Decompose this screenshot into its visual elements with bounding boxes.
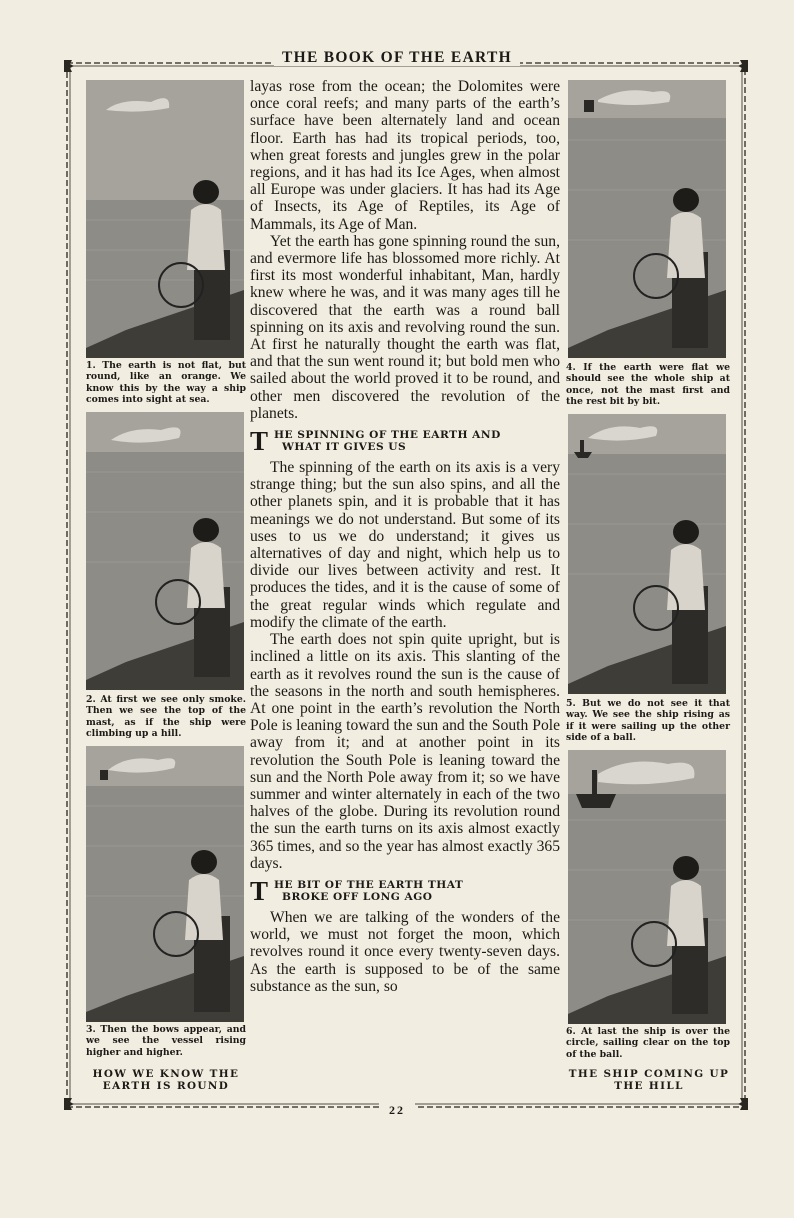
caption-1: 1. The earth is not flat, but round, like an orange. We know this by the way a ship comes into sight at sea.: [86, 360, 246, 406]
drop-cap: T: [250, 875, 269, 906]
heading-line: HE SPINNING OF THE EARTH AND: [274, 429, 501, 442]
heading-line: BROKE OFF LONG AGO: [282, 890, 433, 903]
illustration-2: [86, 412, 244, 690]
page-title: THE BOOK OF THE EARTH: [274, 49, 520, 66]
section-heading: [250, 875, 560, 906]
body-text: [250, 78, 560, 995]
paragraph: The earth does not spin quite upright, but is inclined a little on its axis. This slanting of the earth as it revolves round the sun is the cause of the seasons in the north and south hemispheres. At one point in the earth’s revolution the North Pole is leaning toward the sun and the South Pole away from it; and at another point in its revolution the South Pole is leaning toward the sun and the North Pole away from it; so we have summer and winter alternately in each of the two halves of the globe. During its revolution round the sun the earth turns on its axis almost exactly 365 times, and so the year has almost exactly 365 days.: [250, 631, 560, 872]
drop-cap: T: [250, 426, 269, 457]
illustration-1: [86, 80, 244, 358]
heading-line: WHAT IT GIVES US: [282, 441, 407, 454]
paragraph: The spinning of the earth on its axis is a very strange thing; but the sun also spins, and all the other planets spin, and it is probable that it has meanings we do not understand. But some of its uses to us we do understand; it gives us alternatives of day and night, which help us to divide our lives between activity and rest. It produces the tides, and it is the cause of some of the great regular winds which regulate and modify the climate of the earth.: [250, 459, 560, 631]
illustration-5: [568, 414, 726, 694]
illustration-6: [568, 750, 726, 1024]
caption-6: 6. At last the ship is over the circle, sailing clear on the top of the ball.: [566, 1026, 730, 1060]
caption-3: 3. Then the bows appear, and we see the vessel rising higher and higher.: [86, 1024, 246, 1058]
caption-4: 4. If the earth were flat we should see the whole ship at once, not the mast first and the rest bit by bit.: [566, 362, 730, 408]
page-number: 22: [379, 1103, 415, 1117]
footer-title-right: THE SHIP COMING UP THE HILL: [568, 1068, 730, 1092]
illustration-3: [86, 746, 244, 1022]
heading-line: HE BIT OF THE EARTH THAT: [274, 878, 464, 891]
section-heading: [250, 426, 560, 457]
illustration-4: [568, 80, 726, 358]
paragraph: layas rose from the ocean; the Dolomites were once coral reefs; and many parts of the earth’s surface have been alternately land and ocean floor. Earth has had its tropical periods, too, when great forests and jungles grew in the polar regions, and it has had its Ice Ages, when almost all Europe was under glaciers. It has had its Age of Insects, its Age of Reptiles, its Age of Mammals, its Age of Man.: [250, 78, 560, 233]
paragraph: When we are talking of the wonders of the world, we must not forget the moon, which revolves round it once every twenty-seven days. As the earth is supposed to be of the same substance as the sun, so: [250, 908, 560, 995]
page-footer: [0, 1101, 794, 1119]
footer-title-left: HOW WE KNOW THE EARTH IS ROUND: [92, 1068, 240, 1092]
running-header: [0, 49, 794, 67]
paragraph: Yet the earth has gone spinning round the sun, and evermore life has blossomed more richly. At first its most wonderful inhabitant, Man, hardly knew where he was, and it was many ages till he discovered that the earth was a round ball spinning on its axis and revolving round the sun. At first he naturally thought the earth was flat, and that the sun went round it; but bold men who sailed about the world proved it to be round, and other men discovered the revolution of the planets.: [250, 232, 560, 422]
caption-5: 5. But we do not see it that way. We see the ship rising as if it were sailing up the other side of a ball.: [566, 698, 730, 744]
caption-2: 2. At first we see only smoke. Then we see the top of the mast, as if the ship were climbing up a hill.: [86, 694, 246, 740]
